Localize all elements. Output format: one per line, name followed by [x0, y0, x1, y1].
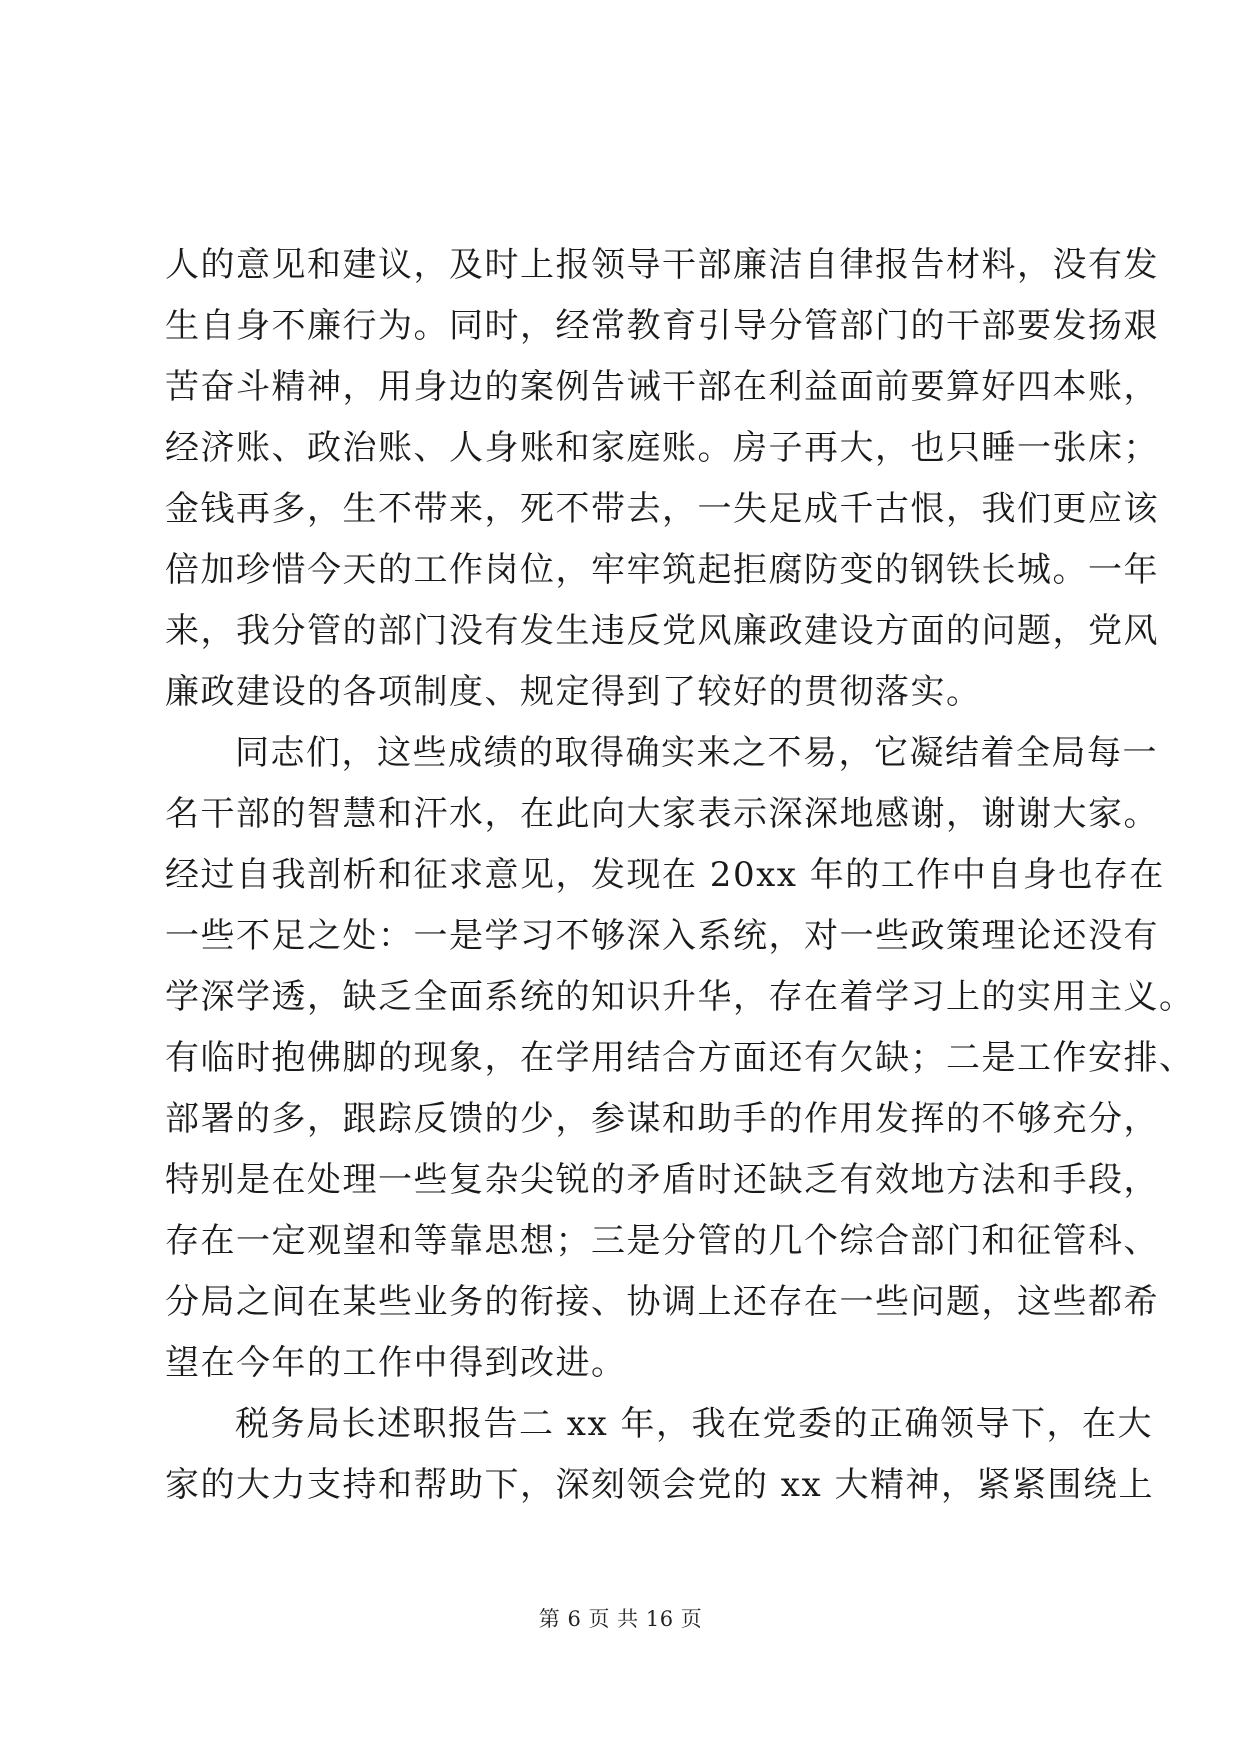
document-body: [165, 235, 1195, 1516]
text-line: 经过自我剖析和征求意见，发现在 20xx 年的工作中自身也存在: [165, 855, 1165, 895]
page-number-footer: 第 6 页 共 16 页: [538, 1607, 703, 1631]
text-line: 特别是在处理一些复杂尖锐的矛盾时还缺乏有效地方法和手段，: [165, 1160, 1159, 1200]
text-line: 廉政建设的各项制度、规定得到了较好的贯彻落实。: [165, 672, 982, 712]
text-line: 名干部的智慧和汗水，在此向大家表示深深地感谢，谢谢大家。: [165, 794, 1159, 834]
text-line: 金钱再多，生不带来，死不带去，一失足成千古恨，我们更应该: [165, 489, 1159, 529]
text-line: 人的意见和建议，及时上报领导干部廉洁自律报告材料，没有发: [165, 245, 1159, 285]
text-line: 苦奋斗精神，用身边的案例告诫干部在利益面前要算好四本账，: [165, 367, 1159, 407]
text-line: 学深学透，缺乏全面系统的知识升华，存在着学习上的实用主义。: [165, 977, 1195, 1017]
text-line: 望在今年的工作中得到改进。: [165, 1343, 627, 1383]
text-line: 生自身不廉行为。同时，经常教育引导分管部门的干部要发扬艰: [165, 306, 1159, 346]
text-line: 经济账、政治账、人身账和家庭账。房子再大，也只睡一张床；: [165, 428, 1159, 468]
text-line: 税务局长述职报告二 xx 年，我在党委的正确领导下，在大: [235, 1404, 1153, 1444]
text-line: 一些不足之处：一是学习不够深入系统，对一些政策理论还没有: [165, 916, 1159, 956]
text-line: 来，我分管的部门没有发生违反党风廉政建设方面的问题，党风: [165, 611, 1159, 651]
text-line: 存在一定观望和等靠思想；三是分管的几个综合部门和征管科、: [165, 1221, 1159, 1261]
text-line: 家的大力支持和帮助下，深刻领会党的 xx 大精神，紧紧围绕上: [165, 1465, 1154, 1505]
text-line: 同志们，这些成绩的取得确实来之不易，它凝结着全局每一: [235, 733, 1158, 773]
text-line: 倍加珍惜今天的工作岗位，牢牢筑起拒腐防变的钢铁长城。一年: [165, 550, 1159, 590]
text-line: 部署的多，跟踪反馈的少，参谋和助手的作用发挥的不够充分，: [165, 1099, 1159, 1139]
text-line: 有临时抱佛脚的现象，在学用结合方面还有欠缺；二是工作安排、: [165, 1038, 1195, 1078]
text-line: 分局之间在某些业务的衔接、协调上还存在一些问题，这些都希: [165, 1282, 1159, 1322]
